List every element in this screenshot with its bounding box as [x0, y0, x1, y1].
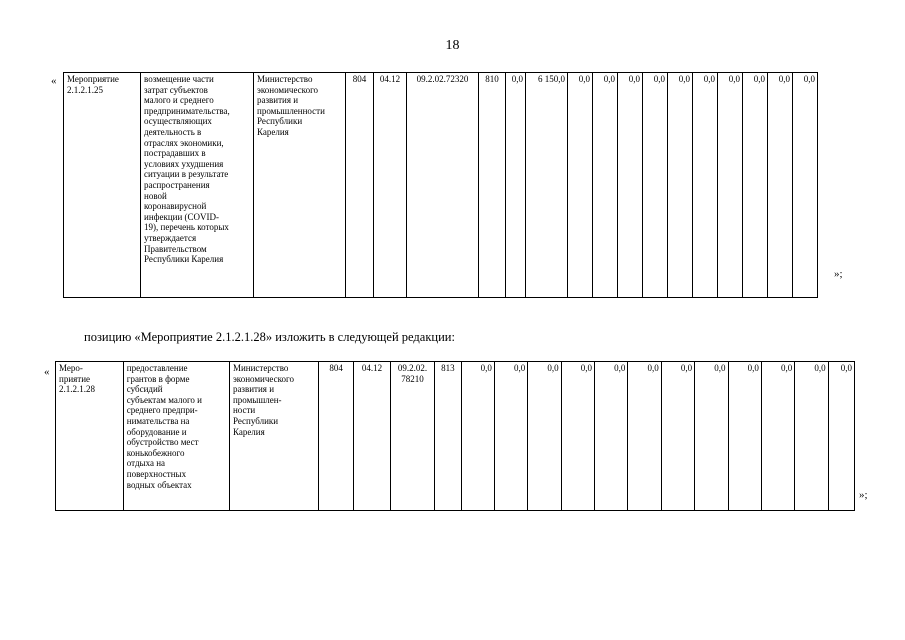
cell-text-line: распространения	[144, 179, 210, 190]
cell-text-line: оборудование и	[126, 426, 187, 437]
cell-text-line: грантов в форме	[126, 373, 190, 384]
budget-table-2	[55, 361, 855, 511]
cell-text-line: 2.1.2.1.25	[67, 84, 103, 95]
cell-text-line: 19), перечень которых	[144, 222, 229, 233]
value-cell: 0,0	[693, 73, 718, 298]
value-cell: 0,0	[661, 362, 694, 511]
value-cell: 0,0	[528, 362, 561, 511]
cell-text-line: 09.2.02.	[397, 363, 428, 373]
value-cell: 0,0	[461, 362, 494, 511]
value-cell: 0,0	[628, 362, 661, 511]
cell-text-line: условиях ухудшения	[144, 158, 224, 169]
cell-text-line: пострадавших в	[144, 148, 206, 159]
csr-cell	[407, 73, 479, 298]
executor-cell	[229, 362, 318, 511]
cell-text-line: обустройство мест	[126, 437, 199, 448]
grbs-cell: 804	[346, 73, 374, 298]
cell-text-line: отдыха на	[126, 458, 166, 469]
cell-text-line: Республики	[232, 415, 279, 426]
cell-text-line: утверждается	[144, 232, 197, 243]
cell-text-line: Республики Карелия	[144, 254, 224, 265]
value-cell: 0,0	[494, 362, 527, 511]
cell-text-line: малого и среднего	[144, 95, 214, 106]
value-cell: 0,0	[695, 362, 728, 511]
cell-text-line: Правительством	[144, 243, 207, 254]
cell-text-line: Карелия	[257, 126, 289, 137]
value-cell: 0,0	[793, 73, 818, 298]
cell-text-line: 09.2.02.72320	[416, 74, 469, 84]
value-cell: 6 150,0	[526, 73, 568, 298]
rzpr-cell: 04.12	[354, 362, 390, 511]
value-cell: 0,0	[795, 362, 828, 511]
value-cell: 0,0	[728, 362, 761, 511]
cell-text-line: ситуации в результате	[144, 169, 229, 180]
rzpr-cell: 04.12	[374, 73, 407, 298]
cell-text-line: возмещение части	[144, 74, 214, 84]
executor-cell	[254, 73, 346, 298]
csr-cell	[390, 362, 435, 511]
cell-text-line: новой	[144, 190, 167, 201]
measure-description-cell	[141, 73, 254, 298]
table-row	[64, 73, 846, 298]
cell-text-line: развития и	[232, 384, 275, 395]
value-cell: 0,0	[618, 73, 643, 298]
cell-text-line: нимательства на	[126, 415, 190, 426]
vr-cell: 813	[435, 362, 461, 511]
cell-text-line: Мероприятие	[67, 74, 119, 84]
cell-text-line: Республики	[257, 116, 303, 127]
table-row	[56, 362, 855, 511]
cell-text-line: отраслях экономики,	[144, 137, 224, 148]
cell-text-line: Меро-	[59, 363, 83, 373]
value-cell: 0,0	[643, 73, 668, 298]
amendment-instruction: позицию «Мероприятие 2.1.2.1.28» изложить в следующей редакции:	[84, 330, 455, 344]
closing-quote: »;	[834, 268, 843, 280]
cell-text-line: промышленности	[257, 105, 325, 116]
measure-name-cell	[56, 362, 124, 511]
value-cell: 0,0	[743, 73, 768, 298]
cell-text-line: Министерство	[257, 74, 313, 84]
cell-text-line: экономического	[232, 373, 294, 384]
cell-text-line: Министерство	[232, 363, 289, 373]
cell-text-line: инфекции (COVID-	[144, 211, 220, 222]
cell-text-line: конькобежного	[126, 447, 185, 458]
cell-text-line: предпринимательства,	[144, 105, 230, 116]
cell-text-line: развития и	[257, 95, 299, 106]
value-cell: 0,0	[828, 362, 854, 511]
cell-text-line: промышлен-	[232, 394, 282, 405]
cell-text-line: предоставление	[126, 363, 188, 373]
cell-text-line: среднего предпри-	[126, 405, 198, 416]
cell-text-line: Карелия	[232, 426, 265, 437]
vr-cell: 810	[479, 73, 506, 298]
value-cell: 0,0	[761, 362, 794, 511]
page-number: 18	[445, 38, 460, 53]
value-cell: 0,0	[568, 73, 593, 298]
value-cell: 0,0	[595, 362, 628, 511]
cell-text-line: поверхностных	[126, 468, 187, 479]
value-cell: 0,0	[668, 73, 693, 298]
value-cell: 0,0	[718, 73, 743, 298]
budget-table-1	[63, 72, 846, 298]
measure-name-cell	[64, 73, 141, 298]
value-cell: 0,0	[593, 73, 618, 298]
closing-quote: »;	[859, 489, 868, 501]
cell-text-line: экономического	[257, 84, 319, 95]
cell-text-line: субъектам малого и	[126, 394, 202, 405]
cell-text-line: осуществляющих	[144, 116, 212, 127]
cell-text-line: коронавирусной	[144, 201, 207, 212]
opening-quote: «	[44, 366, 50, 378]
opening-quote: «	[51, 75, 57, 87]
cell-text-line: деятельность в	[144, 126, 202, 137]
cell-text-line: 2.1.2.1.28	[59, 384, 95, 395]
cell-text-line: затрат субъектов	[144, 84, 208, 95]
cell-text-line: ности	[232, 405, 256, 416]
cell-text-line: водных объектах	[126, 479, 192, 490]
measure-description-cell	[123, 362, 229, 511]
value-cell: 0,0	[768, 73, 793, 298]
cell-text-line: 78210	[401, 373, 424, 384]
value-cell: 0,0	[561, 362, 594, 511]
value-cell: 0,0	[506, 73, 526, 298]
cell-text-line: субсидий	[126, 384, 163, 395]
cell-text-line: приятие	[59, 373, 91, 384]
grbs-cell: 804	[318, 362, 353, 511]
